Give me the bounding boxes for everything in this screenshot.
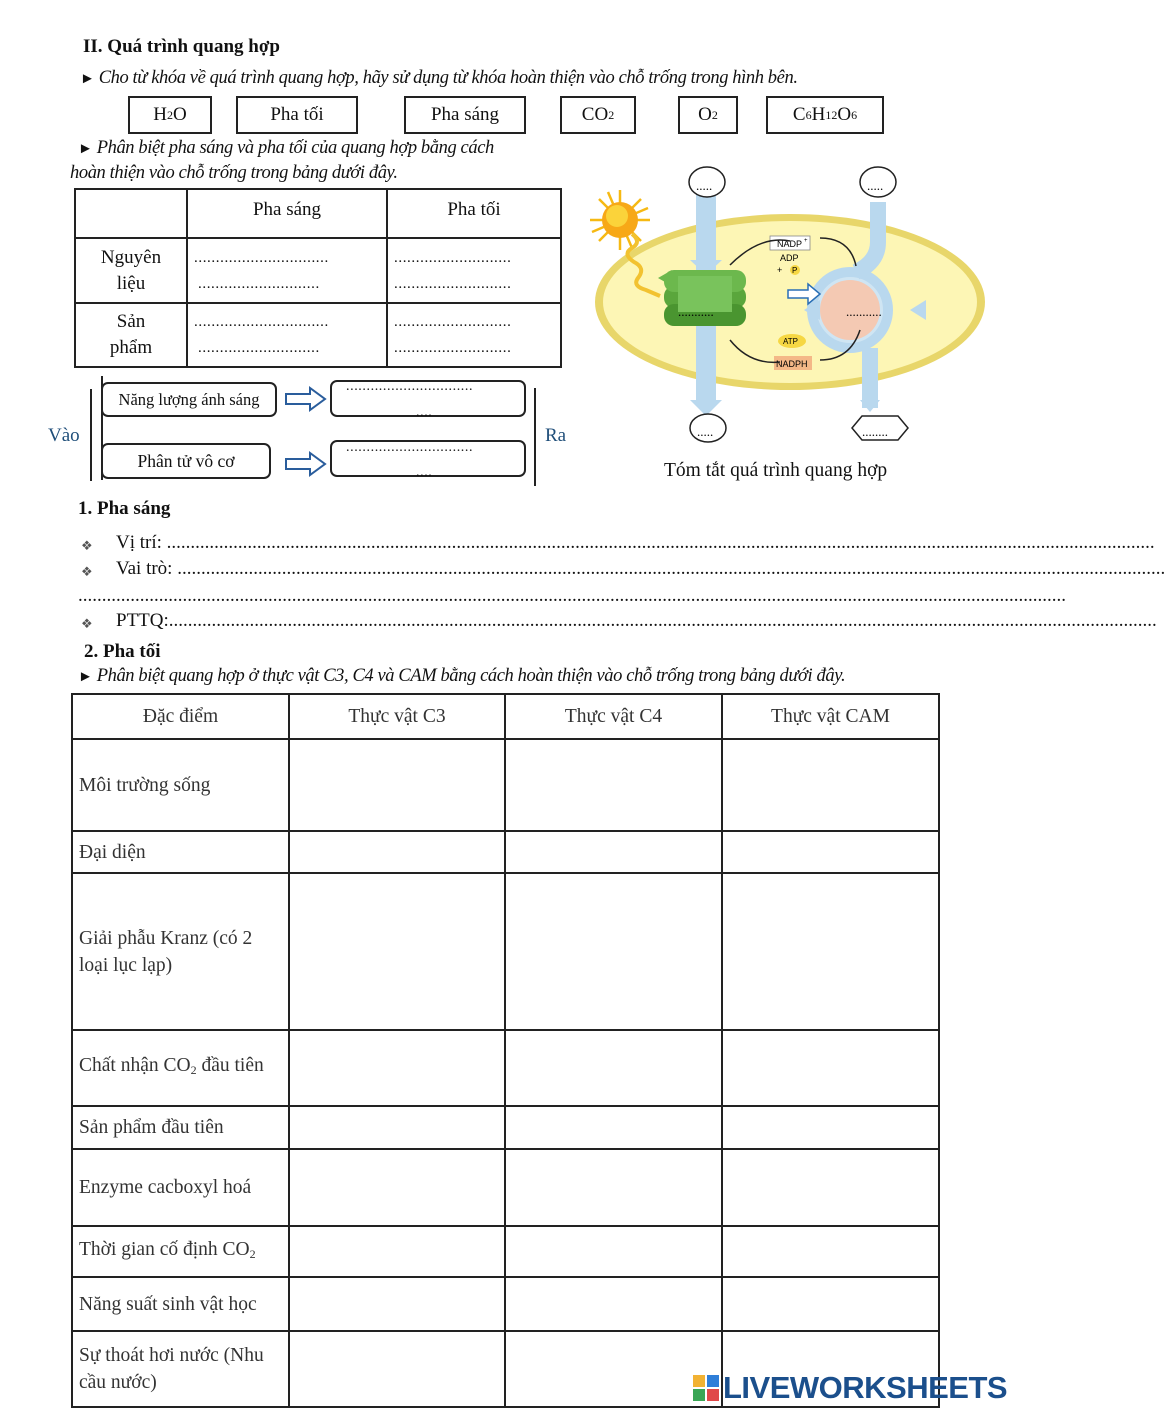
liveworksheets-logo-icon — [692, 1374, 720, 1402]
row-label-materials — [75, 238, 187, 303]
row-label-sub: 2 — [249, 1246, 256, 1261]
svg-text:........: ........ — [862, 424, 888, 439]
light-role-line[interactable] — [116, 558, 1165, 580]
keyword-h2o[interactable] — [128, 96, 212, 134]
flow-out-label: Ra — [545, 425, 567, 446]
arrow-bullet-icon: ► — [78, 669, 93, 685]
light-location-label: Vị trí: — [116, 532, 167, 553]
phase-header-light: Pha sáng — [187, 189, 387, 238]
flow-arrow-icon — [284, 386, 328, 412]
answer-cell[interactable] — [722, 1106, 939, 1149]
keyword-o2-sub: 2 — [711, 107, 718, 122]
flow-box-inorganic: Phân tử vô cơ — [101, 443, 271, 479]
dark-phase-title: 2. Pha tối — [84, 641, 161, 662]
answer-cell[interactable] — [289, 831, 505, 873]
row-label-products-b: phẩm — [109, 337, 153, 358]
phase-table — [74, 188, 562, 368]
answer-cell[interactable] — [289, 1030, 505, 1106]
table-row — [72, 831, 939, 873]
flow-answer-dots: ............................... — [346, 379, 474, 394]
answer-cell[interactable] — [722, 1149, 939, 1226]
answer-cell[interactable] — [289, 1277, 505, 1331]
row-label: Năng suất sinh vật học — [72, 1277, 289, 1331]
svg-text:.....: ..... — [697, 424, 714, 439]
dots-line: ........................... — [394, 275, 512, 292]
sun-icon — [590, 190, 650, 250]
section-title: II. Quá trình quang hợp — [83, 36, 280, 57]
keyword-h2o-h: H — [153, 104, 167, 125]
flow-in-label: Vào — [48, 425, 80, 446]
dots-line: ........................... — [394, 314, 512, 330]
keyword-co2-co: CO — [581, 104, 609, 125]
phase-table-corner — [75, 189, 187, 238]
row-label — [72, 1030, 289, 1106]
diamond-bullet-icon: ❖ — [81, 616, 93, 631]
instruction-phase-line2: hoàn thiện vào chỗ trống trong bảng dưới đây. — [70, 163, 398, 183]
table-row — [72, 1030, 939, 1106]
phase-header-dark: Pha tối — [387, 189, 561, 238]
flow-right-bracket — [534, 388, 536, 486]
answer-cell[interactable] — [722, 1226, 939, 1277]
answer-cell[interactable] — [505, 1226, 722, 1277]
svg-text:...........: ........... — [678, 304, 714, 319]
light-location-line[interactable] — [116, 532, 1155, 554]
diamond-bullet-icon: ❖ — [81, 564, 93, 579]
light-equation-label: PTTQ: — [116, 610, 169, 631]
answer-cell[interactable] — [722, 873, 939, 1030]
table-row — [72, 1277, 939, 1331]
col-header-c3: Thực vật C3 — [289, 694, 505, 739]
answer-cell[interactable] — [505, 873, 722, 1030]
answer-cell[interactable] — [505, 1331, 722, 1407]
dots-line: ........................... — [394, 249, 512, 266]
keyword-glucose[interactable] — [766, 96, 884, 134]
dots-line: ........................... — [394, 340, 512, 356]
diamond-bullet-icon: ❖ — [81, 538, 93, 553]
answer-cell[interactable] — [289, 1331, 505, 1407]
dots-line: ............................ — [198, 275, 320, 292]
light-materials-answer[interactable] — [187, 238, 387, 303]
diagram-caption: Tóm tắt quá trình quang hợp — [664, 460, 888, 481]
row-label-tail: đầu tiên — [196, 1055, 264, 1076]
answer-cell[interactable] — [289, 873, 505, 1030]
row-label: Enzyme cacboxyl hoá — [72, 1149, 289, 1226]
light-equation-line[interactable] — [116, 610, 1157, 632]
answer-cell[interactable] — [289, 1149, 505, 1226]
dots-line: ............................... — [194, 249, 329, 266]
dark-phase-instruction — [78, 666, 845, 687]
answer-cell[interactable] — [505, 1277, 722, 1331]
answer-cell[interactable] — [505, 1149, 722, 1226]
arrow-bullet-icon: ► — [78, 141, 93, 157]
keyword-light-phase[interactable]: Pha sáng — [404, 96, 526, 134]
answer-cell[interactable] — [505, 1106, 722, 1149]
row-label: Sự thoát hơi nước (Nhu cầu nước) — [72, 1331, 289, 1407]
keyword-glucose-c: C — [792, 104, 806, 125]
answer-cell[interactable] — [289, 739, 505, 831]
adp-text: ADP — [780, 253, 799, 263]
light-role-continuation[interactable]: ................................................................................................................................................................................................................ — [78, 585, 1066, 606]
light-role-label: Vai trò: — [116, 558, 178, 579]
row-label: Sản phẩm đầu tiên — [72, 1106, 289, 1149]
arrow-bullet-icon: ► — [80, 71, 95, 87]
answer-cell[interactable] — [289, 1106, 505, 1149]
row-label-sub: 2 — [190, 1063, 197, 1077]
keyword-co2-sub: 2 — [608, 107, 615, 122]
col-header-c4: Thực vật C4 — [505, 694, 722, 739]
answer-cell[interactable] — [505, 1030, 722, 1106]
row-label — [72, 1226, 289, 1277]
row-label-text: Chất nhận CO — [79, 1055, 191, 1076]
col-header-feature: Đặc điểm — [72, 694, 289, 739]
row-label: Đại diện — [72, 831, 289, 873]
keyword-h2o-sub: 2 — [167, 107, 173, 122]
atp-text: ATP — [783, 337, 798, 346]
dots-line: ............................ — [198, 340, 320, 356]
answer-cell[interactable] — [722, 739, 939, 831]
row-label-materials-b: liệu — [116, 272, 146, 294]
dark-materials-answer[interactable] — [387, 238, 561, 303]
row-label-materials-a: Nguyên — [100, 246, 162, 268]
answer-cell[interactable] — [722, 1030, 939, 1106]
answer-cell[interactable] — [505, 831, 722, 873]
row-label-products-a: Sản — [116, 311, 146, 332]
light-products-answer[interactable] — [187, 303, 387, 367]
keyword-o2-o: O — [698, 104, 712, 125]
flow-answer-dots: .... — [416, 405, 433, 420]
flow-box-light-energy: Năng lượng ánh sáng — [101, 382, 277, 417]
keyword-glucose-sub-o: 6 — [851, 107, 858, 122]
keyword-glucose-sub-h: 12 — [825, 107, 838, 122]
dots-line: ............................... — [194, 314, 329, 330]
svg-text:.....: ..... — [867, 178, 884, 193]
col-header-cam: Thực vật CAM — [722, 694, 939, 739]
table-row — [72, 739, 939, 831]
flow-answer-dots: ............................... — [346, 440, 474, 455]
row-label: Giải phẫu Kranz (có 2 loại lục lạp) — [72, 873, 289, 1030]
liveworksheets-logo-text: LIVEWORKSHEETS — [723, 1370, 1008, 1405]
flow-answer-dots: .... — [416, 465, 433, 480]
answer-cell[interactable] — [722, 831, 939, 873]
keyword-co2[interactable] — [560, 96, 636, 134]
photosynthesis-diagram — [580, 160, 995, 450]
keyword-o2[interactable] — [678, 96, 738, 134]
dots-fill: ................................................................................................................................................................................................................ — [166, 532, 1155, 553]
svg-text:+: + — [777, 265, 783, 275]
table-row — [72, 1106, 939, 1149]
keyword-glucose-o: O — [837, 104, 852, 125]
table-row — [72, 1149, 939, 1226]
flow-left-bracket — [90, 389, 92, 481]
dark-products-answer[interactable] — [387, 303, 561, 367]
instruction-phase-compare — [78, 138, 494, 159]
nadp-text: NADP — [777, 239, 803, 249]
row-label-products — [75, 303, 187, 367]
nadph-text: NADPH — [776, 359, 808, 369]
liveworksheets-logo — [692, 1370, 1007, 1406]
answer-cell[interactable] — [505, 739, 722, 831]
dots-fill: ................................................................................................................................................................................................................ — [177, 558, 1165, 579]
answer-cell[interactable] — [289, 1226, 505, 1277]
answer-cell[interactable] — [722, 1277, 939, 1331]
light-phase-title: 1. Pha sáng — [78, 498, 171, 519]
keyword-glucose-sub-c: 6 — [805, 107, 812, 122]
svg-text:...........: ........... — [846, 304, 882, 319]
keyword-h2o-o: O — [173, 104, 187, 125]
keyword-glucose-h: H — [811, 104, 826, 125]
table-row — [72, 873, 939, 1030]
dots-fill: ................................................................................................................................................................................................................ — [168, 610, 1157, 631]
instruction-keywords — [80, 68, 798, 89]
p-text: P — [792, 266, 798, 275]
instruction-keywords-text: Cho từ khóa về quá trình quang hợp, hãy sử dụng từ khóa hoàn thiện vào chỗ trống trong hình bên. — [98, 68, 798, 88]
row-label: Môi trường sống — [72, 739, 289, 831]
keyword-dark-phase[interactable]: Pha tối — [236, 96, 358, 134]
comparison-table — [71, 693, 940, 1408]
svg-text:+: + — [804, 238, 808, 244]
dark-phase-instruction-text: Phân biệt quang hợp ở thực vật C3, C4 và CAM bằng cách hoàn thiện vào chỗ trống trong bảng dưới đây. — [96, 666, 846, 686]
instruction-phase-line1: Phân biệt pha sáng và pha tối của quang hợp bằng cách — [96, 138, 494, 158]
row-label-text: Thời gian cố định CO — [79, 1238, 250, 1260]
svg-text:.....: ..... — [696, 178, 713, 193]
flow-arrow-icon — [284, 451, 328, 477]
table-row — [72, 1226, 939, 1277]
